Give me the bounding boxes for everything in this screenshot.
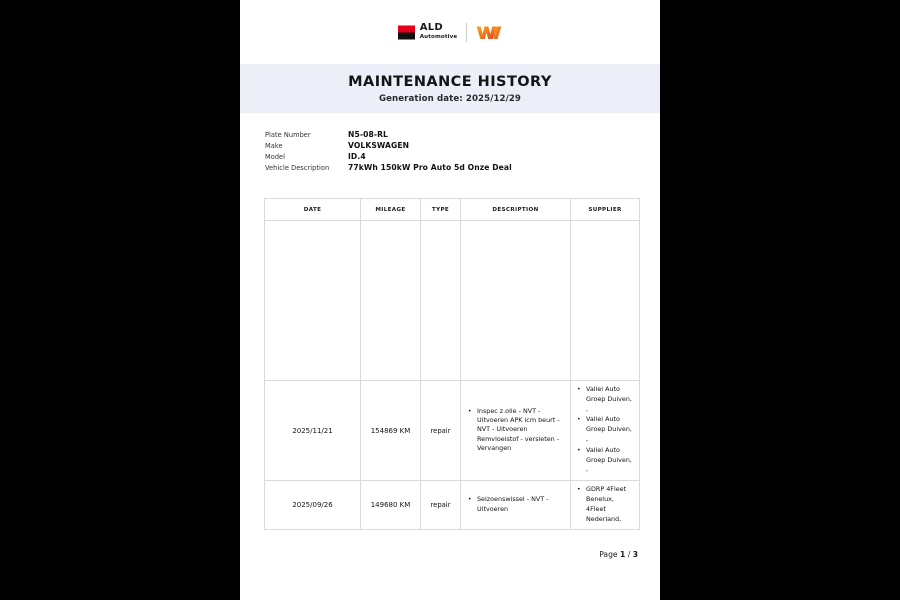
model-value: ID.4 [348, 152, 366, 161]
cell-supplier-list [571, 485, 637, 524]
maintenance-history-table [264, 198, 640, 530]
list-item: • Seizoenswissel - NVT - Uitvoeren [477, 495, 566, 514]
make-label: Make [265, 142, 283, 150]
cell-supplier [571, 221, 640, 381]
column-header-mileage: MILEAGE [361, 199, 421, 221]
vehicle-description-value: 77kWh 150kW Pro Auto 5d Onze Deal [348, 163, 512, 172]
ald-square-icon [398, 24, 415, 41]
cell-supplier [571, 481, 640, 530]
footer-total-pages: 3 [632, 550, 638, 559]
table-body [265, 221, 640, 530]
vehicle-info-block [265, 130, 640, 174]
column-header-type: TYPE [421, 199, 461, 221]
footer-page-label: Page [599, 550, 618, 559]
logo-group [398, 23, 503, 42]
title-banner [240, 64, 660, 113]
table-row [265, 381, 640, 481]
vehicle-info-row [265, 130, 640, 141]
vehicle-info-row [265, 163, 640, 174]
plate-number-value: N5-08-RL [348, 130, 388, 139]
cell-mileage: 149680 KM [361, 481, 421, 530]
cell-type: repair [421, 481, 461, 530]
vehicle-info-row [265, 152, 640, 163]
ald-automotive-logo [398, 23, 458, 40]
cell-description [461, 481, 571, 530]
footer-separator: / [627, 550, 631, 559]
plate-number-label: Plate Number [265, 131, 311, 139]
cell-type [421, 221, 461, 381]
ald-name: ALD [419, 22, 444, 34]
cell-description [461, 221, 571, 381]
document-page [240, 0, 660, 600]
list-item: • Vallei Auto Groep Duiven, , [586, 385, 635, 414]
cell-date [265, 221, 361, 381]
cell-mileage [361, 221, 421, 381]
cell-description [461, 381, 571, 481]
vehicle-info-row [265, 141, 640, 152]
cell-mileage: 154869 KM [361, 381, 421, 481]
cell-supplier-list [571, 385, 637, 475]
brand-header [240, 0, 660, 64]
column-header-date: DATE [265, 199, 361, 221]
model-label: Model [265, 153, 286, 161]
w-logo-icon [476, 24, 502, 41]
make-value: VOLKSWAGEN [348, 141, 410, 150]
cell-type: repair [421, 381, 461, 481]
cell-description-list [461, 407, 568, 454]
list-item: • Inspec z.olie - NVT - Uitvoeren APK icm beurt - NVT - Uitvoeren Remvloeistof - versleten - Vervangen [477, 407, 566, 454]
table-header [265, 199, 640, 221]
table-row [265, 221, 640, 381]
table-row [265, 481, 640, 530]
logo-divider [466, 23, 467, 42]
list-item: • GDRP 4Fleet Benelux, 4Fleet Nederland, [586, 485, 635, 524]
list-item: • Vallei Auto Groep Duiven, , [586, 415, 635, 444]
page-title: MAINTENANCE HISTORY [348, 73, 552, 90]
cell-supplier [571, 381, 640, 481]
vehicle-description-label: Vehicle Description [265, 164, 330, 172]
cell-description-list [461, 495, 568, 514]
ald-tagline: Automotive [419, 33, 458, 40]
column-header-description: DESCRIPTION [461, 199, 571, 221]
list-item: • Vallei Auto Groep Duiven, , [586, 446, 635, 475]
ald-wordmark [420, 23, 458, 40]
footer-current-page: 1 [620, 550, 626, 559]
cell-date: 2025/11/21 [265, 381, 361, 481]
table-header-row [265, 199, 640, 221]
page-footer [240, 550, 660, 559]
cell-date: 2025/09/26 [265, 481, 361, 530]
column-header-supplier: SUPPLIER [571, 199, 640, 221]
generation-date: Generation date: 2025/12/29 [378, 93, 522, 104]
